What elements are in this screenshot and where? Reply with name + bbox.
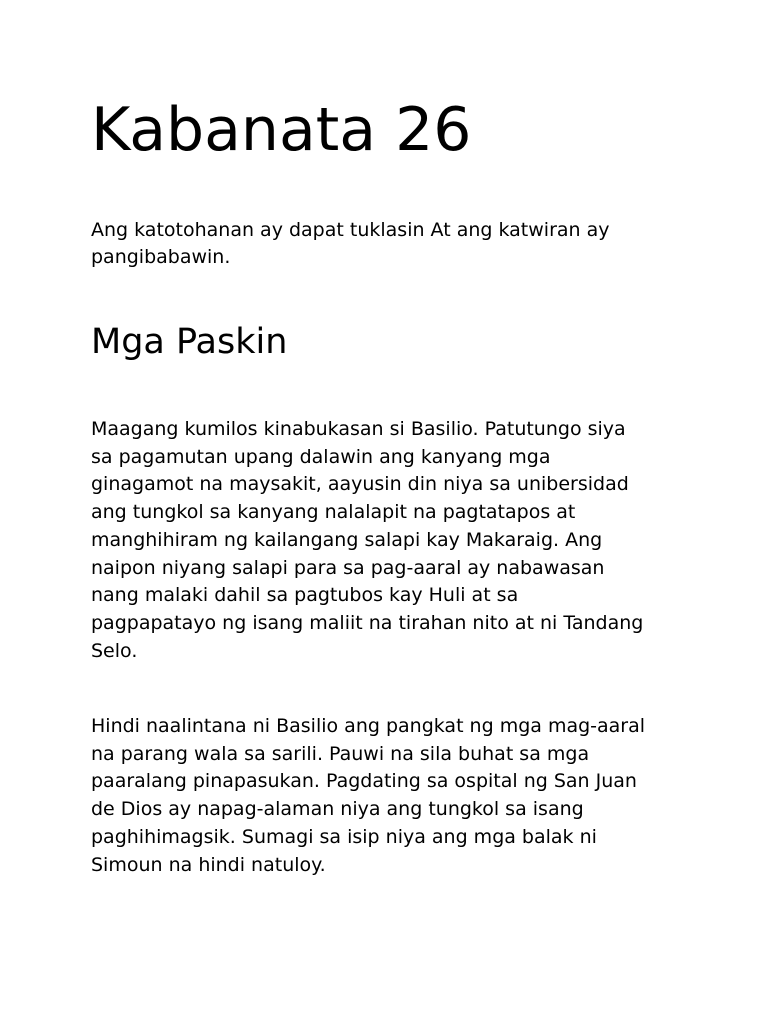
paragraph-line: paaralang pinapasukan. Pagdating sa ospital ng San Juan xyxy=(91,770,637,793)
paragraph-line: pagpapatayo ng isang maliit na tirahan nito at ni Tandang xyxy=(91,611,644,634)
paragraph-line: Simoun na hindi natuloy. xyxy=(91,853,326,876)
paragraph-line: paghihimagsik. Sumagi sa isip niya ang mga balak ni xyxy=(91,825,597,848)
paragraph-line: Hindi naalintana ni Basilio ang pangkat ng mga mag-aaral xyxy=(91,715,646,737)
paragraph-line: de Dios ay napag-alaman niya ang tungkol sa isang xyxy=(91,798,584,821)
paragraph-line: Maagang kumilos kinabukasan si Basilio. Patutungo siya xyxy=(91,418,626,440)
paragraph-line: naipon niyang salapi para sa pag-aaral ay nabawasan xyxy=(91,556,605,579)
epigraph: Ang katotohanan ay dapat tuklasin At ang katwiran ay pangibabawin. xyxy=(91,219,610,268)
chapter-title: Kabanata 26 xyxy=(91,95,472,165)
paragraph-2 xyxy=(91,713,691,879)
paragraph-line: ang tungkol sa kanyang nalalapit na pagtatapos at xyxy=(91,501,576,524)
section-title: Mga Paskin xyxy=(91,322,288,362)
paragraph-line: manghihiram ng kailangang salapi kay Makaraig. Ang xyxy=(91,528,603,551)
paragraph-line: na parang wala sa sarili. Pauwi na sila buhat sa mga xyxy=(91,742,590,765)
paragraph-1 xyxy=(91,416,691,665)
paragraph-line: ginagamot na maysakit, aayusin din niya sa unibersidad xyxy=(91,473,629,496)
paragraph-line: sa pagamutan upang dalawin ang kanyang mga xyxy=(91,445,551,468)
paragraph-line: nang malaki dahil sa pagtubos kay Huli at sa xyxy=(91,584,519,607)
paragraph-line: Selo. xyxy=(91,639,138,662)
